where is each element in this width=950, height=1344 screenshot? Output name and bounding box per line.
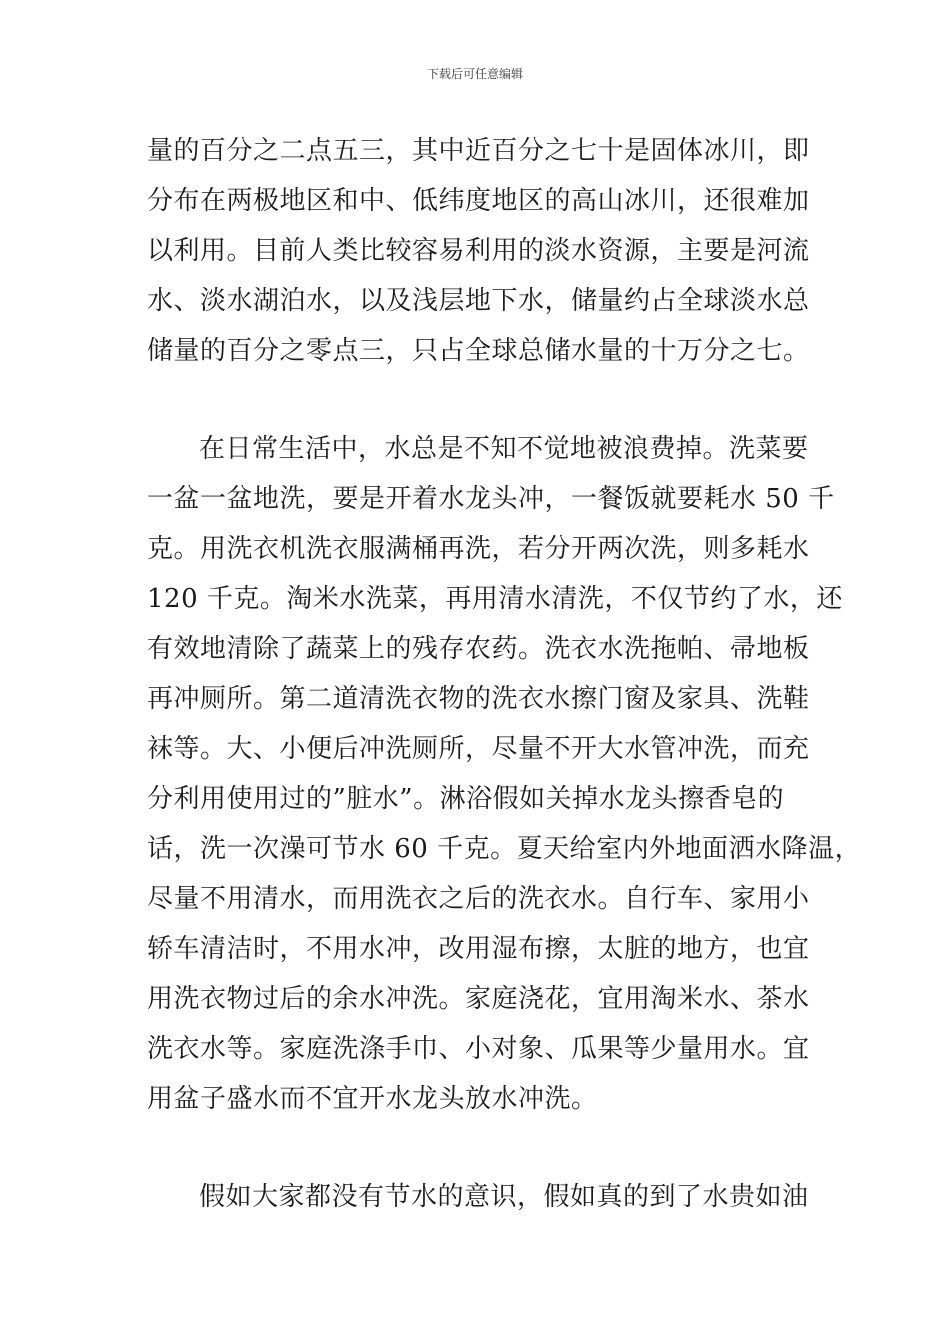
paragraph-line: 分利用使用过的”脏水”。淋浴假如关掉水龙头擦香皂的 (147, 784, 785, 814)
paragraph-line: 分布在两极地区和中、低纬度地区的高山冰川，还很难加 (147, 186, 810, 216)
paragraph-line: 轿车清洁时，不用水冲，改用湿布擦，太脏的地方，也宜 (147, 934, 810, 964)
paragraph-line: 在日常生活中，水总是不知不觉地被浪费掉。洗菜要 (199, 434, 809, 464)
paragraph-line: 120 千克。淘米水洗菜，再用清水清洗，不仅节约了水，还 (147, 584, 843, 614)
paragraph-line: 再冲厕所。第二道清洗衣物的洗衣水擦门窗及家具、洗鞋 (147, 684, 810, 714)
paragraph-line: 一盆一盆地洗，要是开着水龙头冲，一餐饭就要耗水 50 千 (147, 484, 835, 514)
paragraph-line: 量的百分之二点五三，其中近百分之七十是固体冰川，即 (147, 136, 810, 166)
page-header: 下载后可任意编辑 (426, 67, 523, 81)
paragraph-line: 假如大家都没有节水的意识，假如真的到了水贵如油 (199, 1182, 809, 1212)
paragraph-line: 以利用。目前人类比较容易利用的淡水资源，主要是河流 (147, 236, 810, 266)
paragraph-line: 洗衣水等。家庭洗涤手巾、小对象、瓜果等少量用水。宜 (147, 1034, 810, 1064)
paragraph-line: 有效地清除了蔬菜上的残存农药。洗衣水洗拖帕、帚地板 (147, 634, 810, 664)
paragraph-1 (147, 126, 827, 376)
paragraph-line: 话，洗一次澡可节水 60 千克。夏天给室内外地面洒水降温， (147, 834, 862, 864)
paragraph-line: 储量的百分之零点三，只占全球总储水量的十万分之七。 (147, 336, 810, 366)
paragraph-line: 袜等。大、小便后冲洗厕所，尽量不开大水管冲洗，而充 (147, 734, 810, 764)
paragraph-line: 水、淡水湖泊水，以及浅层地下水，储量约占全球淡水总 (147, 286, 810, 316)
paragraph-line: 用洗衣物过后的余水冲洗。家庭浇花，宜用淘米水、茶水 (147, 984, 810, 1014)
paragraph-3 (147, 1172, 827, 1222)
paragraph-line: 尽量不用清水，而用洗衣之后的洗衣水。自行车、家用小 (147, 884, 810, 914)
paragraph-line: 用盆子盛水而不宜开水龙头放水冲洗。 (147, 1084, 598, 1114)
paragraph-line: 克。用洗衣机洗衣服满桶再洗，若分开两次洗，则多耗水 (147, 534, 810, 564)
paragraph-2 (147, 424, 862, 1124)
